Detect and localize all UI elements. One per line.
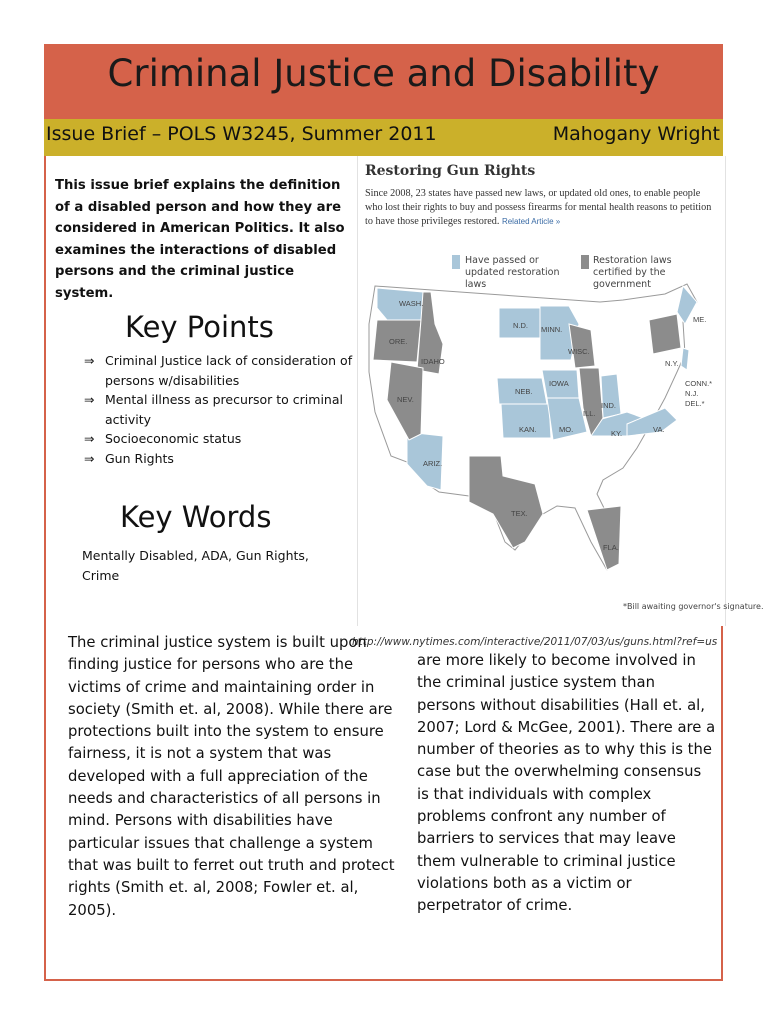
map-label: MO. <box>559 425 574 434</box>
map-label: ILL. <box>583 409 596 418</box>
state-ind <box>601 374 621 418</box>
related-article-link[interactable]: Related Article » <box>501 217 561 226</box>
list-item <box>84 429 354 449</box>
list-item <box>84 351 354 390</box>
map-label: WASH. <box>399 299 424 308</box>
figure-title: Restoring Gun Rights <box>365 163 536 179</box>
map-label: TEX. <box>511 509 528 518</box>
list-item <box>84 449 354 469</box>
map-label: VA. <box>653 425 665 434</box>
map-label: N.J. <box>685 389 699 398</box>
key-point-text: Criminal Justice lack of consideration of persons w/disabilities <box>105 353 353 388</box>
legend-label-updated: Have passed or updated restoration laws <box>465 255 560 290</box>
map-label: ME. <box>693 315 707 324</box>
map-label: ARIZ. <box>423 459 443 468</box>
map-label: NEV. <box>397 395 414 404</box>
key-points-heading: Key Points <box>125 310 274 344</box>
key-words-text: Mentally Disabled, ADA, Gun Rights, Crime <box>82 548 309 583</box>
map-label: IDAHO <box>421 357 445 366</box>
state-ny <box>649 314 681 354</box>
arrow-icon: ⇒ <box>84 450 95 466</box>
body-text-left: The criminal justice system is built upon finding justice for persons who are the victims of crime and maintaining order in society (Smith et. al, 2008). While there are protections built into the system to ensure fairness, it is not a system that was developed with a full appreciation of the needs and characteristics of all persons in mind. Persons with disabilities have particular issues that challenge a system that was built to ferret out truth and protect rights (Smith et. al, 2008; Fowler et. al, 2005). <box>68 634 395 919</box>
figure-source-link[interactable]: http://www.nytimes.com/interactive/2011/07/03/us/guns.html?ref=us <box>352 636 718 648</box>
legend-swatch-certified <box>581 255 589 269</box>
legend-swatch-updated <box>452 255 460 269</box>
figure-description-text: Since 2008, 23 states have passed new laws, or updated old ones, to enable people who lost their rights to buy and possess firearms for mental health reasons to petition to have those privileges restored. <box>365 188 712 227</box>
summary-text: This issue brief explains the definition of a disabled person and how they are considered in American Politics. It also examines the interactions of disabled persons and the criminal justice system. <box>55 178 345 301</box>
map-label: MINN. <box>541 325 563 334</box>
figure-description <box>365 187 715 229</box>
arrow-icon: ⇒ <box>84 392 95 407</box>
key-points-list <box>84 351 354 468</box>
map-label: CONN.* <box>685 379 713 388</box>
course-label: Issue Brief – POLS W3245, Summer 2011 <box>46 123 437 145</box>
map-label: DEL.* <box>685 399 705 408</box>
map-label: KY. <box>611 429 623 438</box>
key-point-text: Gun Rights <box>105 450 174 466</box>
map-label: IOWA <box>549 379 569 388</box>
key-point-text: Mental illness as precursor to criminal activity <box>105 392 343 427</box>
figure-footnote: *Bill awaiting governor's signature. <box>623 602 764 611</box>
legend-label-certified: Restoration laws certified by the government <box>593 255 672 290</box>
list-item <box>84 390 354 429</box>
map-label: WISC. <box>568 347 590 356</box>
state-nj <box>681 348 689 370</box>
key-point-text: Socioeconomic status <box>105 431 242 446</box>
page-title: Criminal Justice and Disability <box>107 52 660 95</box>
arrow-icon: ⇒ <box>84 431 95 446</box>
us-map <box>365 280 717 595</box>
arrow-icon: ⇒ <box>84 353 95 368</box>
author-name: Mahogany Wright <box>552 123 720 145</box>
map-label: N.D. <box>513 321 528 330</box>
map-label: N.Y. <box>665 359 679 368</box>
key-words-heading: Key Words <box>120 500 272 534</box>
map-label: KAN. <box>519 425 537 434</box>
map-label: ORE. <box>389 337 408 346</box>
body-text-right: are more likely to become involved in the criminal justice system than persons without disabilities (Hall et. al, 2007; Lord & McGee, 2001). There are a number of theories as to why this is the case but the overwhelming consensus is that individuals with complex problems confront any number of barriers to services that may leave them vulnerable to criminal justice violations both as a victim or perpetrator of crime. <box>417 652 716 915</box>
map-label: IND. <box>601 401 616 410</box>
map-label: FLA. <box>603 543 619 552</box>
map-label: NEB. <box>515 387 533 396</box>
